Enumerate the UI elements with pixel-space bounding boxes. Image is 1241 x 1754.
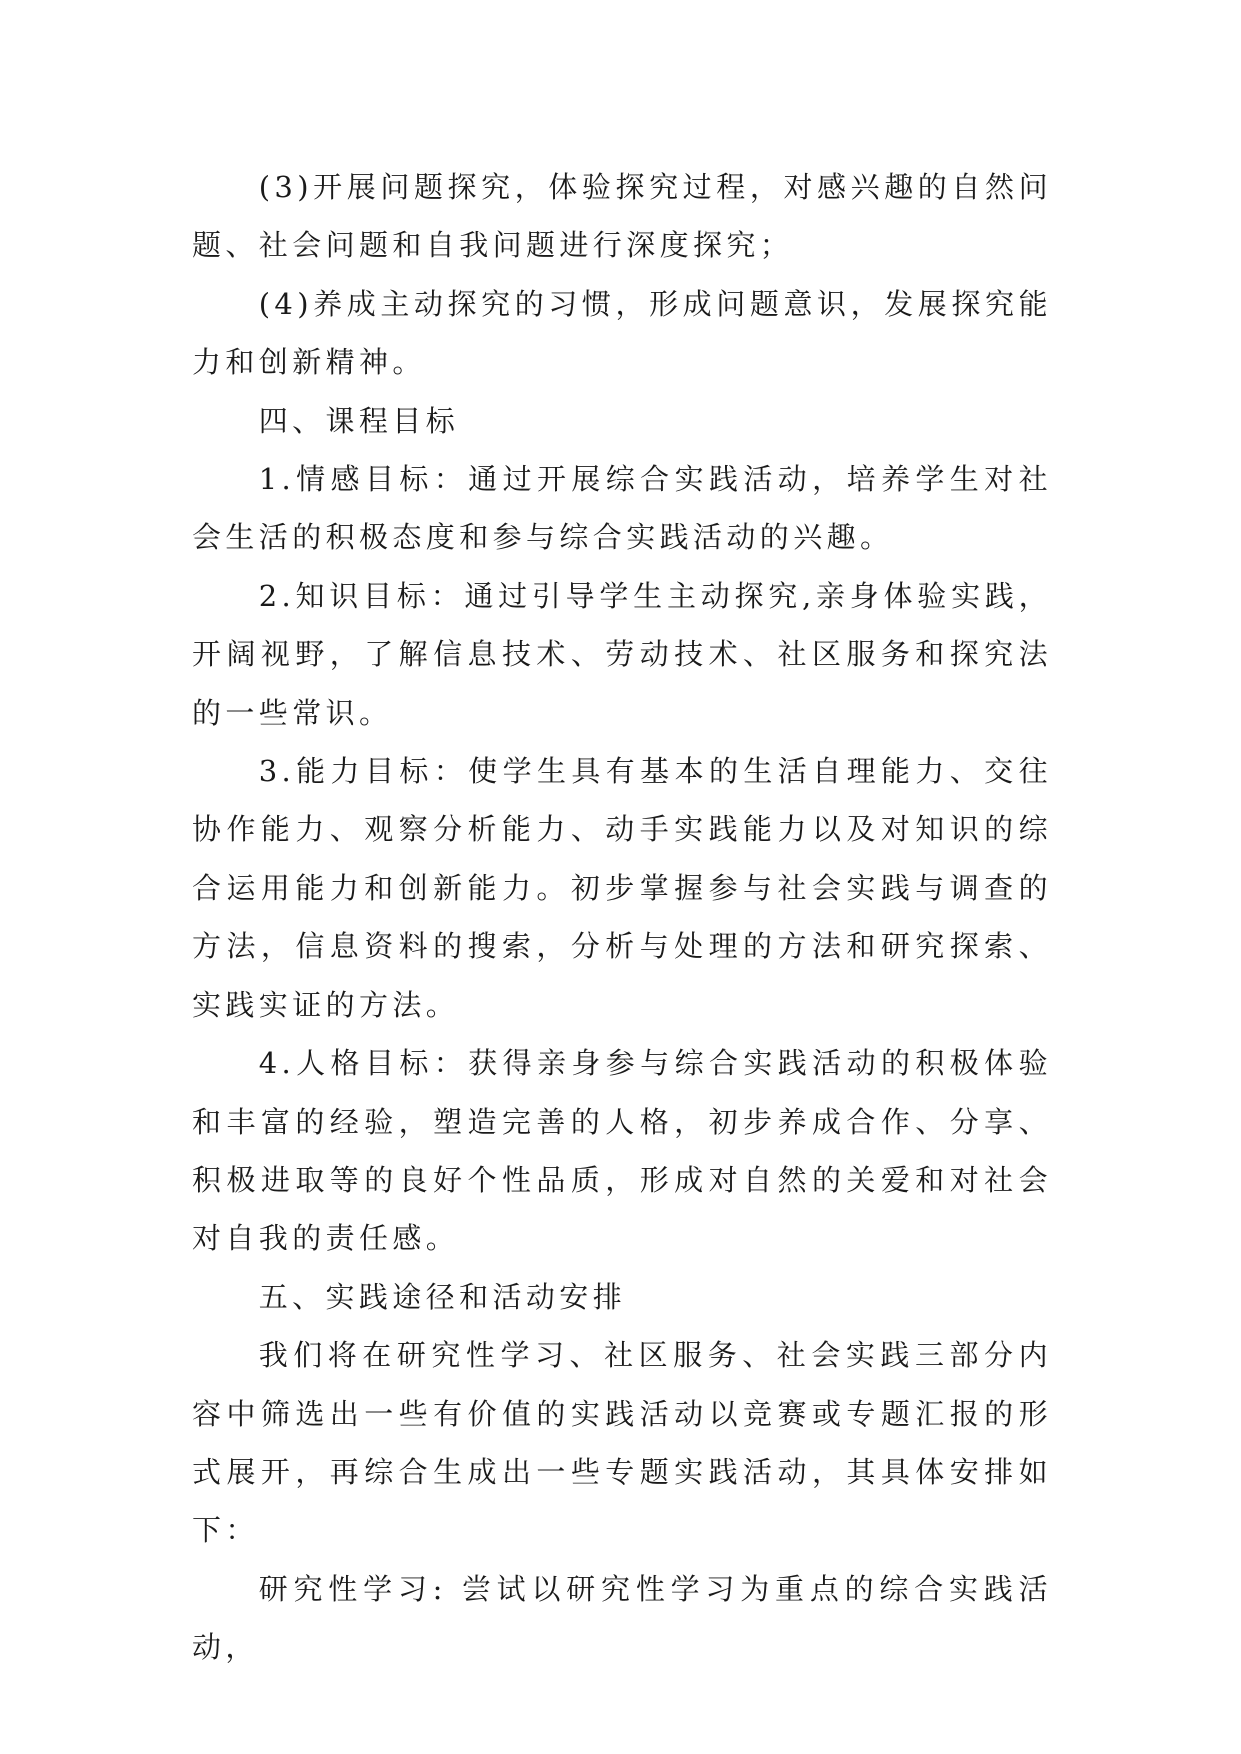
paragraph-goal-4: (4)养成主动探究的习惯，形成问题意识，发展探究能力和创新精神。 (192, 286, 1052, 380)
section-heading-practice-approach: 五、实践途径和活动安排 (258, 1279, 627, 1314)
document-page (192, 158, 1052, 1677)
paragraph-ability-goal: 3.能力目标：使学生具有基本的生活自理能力、交往协作能力、观察分析能力、动手实践能力以及对知识的综合运用能力和创新能力。初步掌握参与社会实践与调查的方法，信息资料的搜索，分析与处理的方法和研究探索、实践实证的方法。 (192, 754, 1052, 1022)
paragraph-personality-goal: 4.人格目标：获得亲身参与综合实践活动的积极体验和丰富的经验，塑造完善的人格，初步养成合作、分享、积极进取等的良好个性品质，形成对自然的关爱和对社会对自我的责任感。 (192, 1046, 1052, 1256)
paragraph-research-learning: 研究性学习: 尝试以研究性学习为重点的综合实践活动， (192, 1571, 1052, 1665)
paragraph-goal-3: (3)开展问题探究，体验探究过程，对感兴趣的自然问题、社会问题和自我问题进行深度探究； (192, 170, 1052, 263)
paragraph-emotional-goal: 1.情感目标：通过开展综合实践活动，培养学生对社会生活的积极态度和参与综合实践活动的兴趣。 (192, 462, 1052, 555)
section-heading-course-goals: 四、课程目标 (258, 403, 460, 438)
paragraph-knowledge-goal: 2.知识目标：通过引导学生主动探究,亲身体验实践，开阔视野，了解信息技术、劳动技术、社区服务和探究法的一些常识。 (192, 578, 1052, 730)
paragraph-activity-plan: 我们将在研究性学习、社区服务、社会实践三部分内容中筛选出一些有价值的实践活动以竞赛或专题汇报的形式展开，再综合生成出一些专题实践活动，其具体安排如下： (192, 1338, 1052, 1548)
